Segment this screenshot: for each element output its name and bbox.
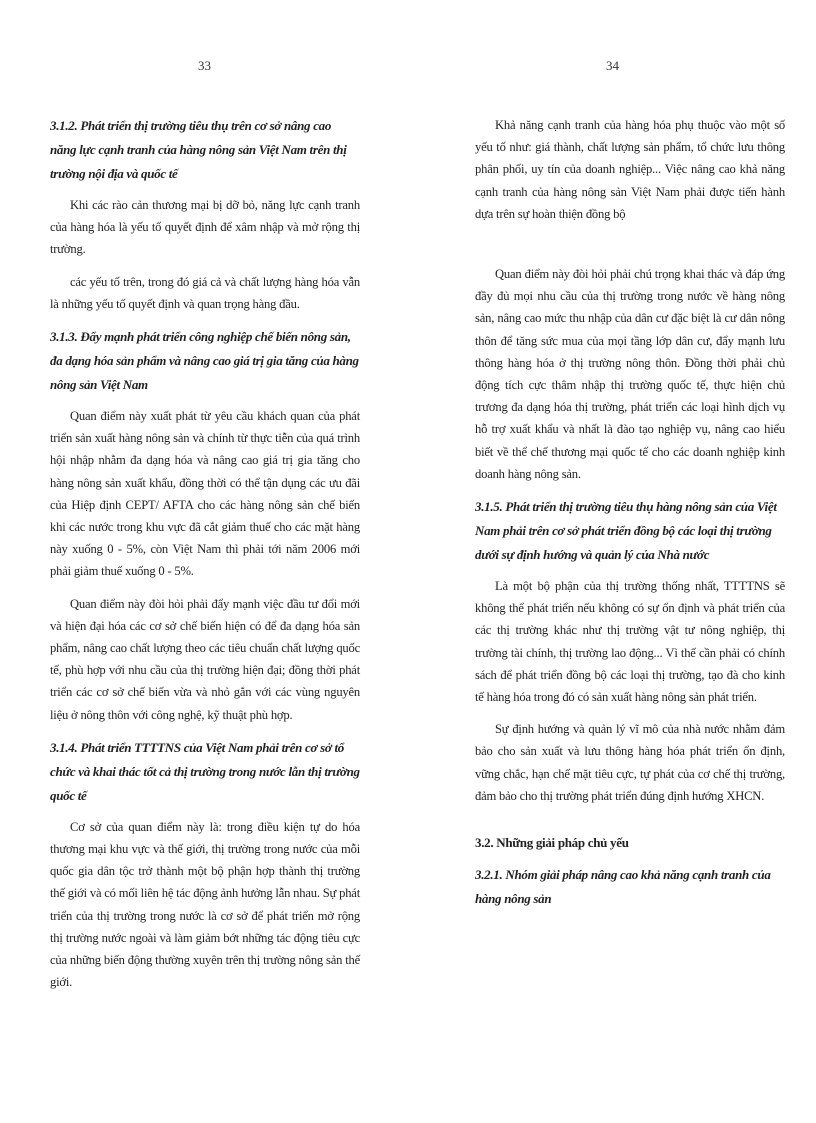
left-column bbox=[50, 114, 360, 1003]
right-column bbox=[475, 114, 785, 919]
paragraph: Quan điểm này đòi hỏi phải đẩy mạnh việc đầu tư đổi mới và hiện đại hóa các cơ sở chế biến hiện có để đa dạng hóa sản phẩm, nâng cao chất lượng theo các tiêu chuẩn chất lượng quốc tế, phù hợp với nhu cầu của thị trường hiện đại; đồng thời phát triển các cơ sở chế biến vừa và nhỏ gắn với các vùng nguyên liệu ở nông thôn với công nghệ, kỹ thuật phù hợp. bbox=[50, 596, 360, 722]
heading-3-1-4: 3.1.4. Phát triển TTTTNS của Việt Nam phải trên cơ sở tổ chức và khai thác tốt cả thị trường trong nước lẫn thị trường quốc tế bbox=[50, 739, 360, 803]
heading-3-1-2: 3.1.2. Phát triển thị trường tiêu thụ trên cơ sở nâng cao năng lực cạnh tranh của hàng nông sản Việt Nam trên thị trường nội địa và quốc tế bbox=[50, 118, 347, 181]
heading-3-2: 3.2. Những giải pháp chủ yếu bbox=[475, 835, 629, 851]
paragraph: Khi các rào cản thương mại bị dỡ bỏ, năng lực cạnh tranh của hàng hóa là yếu tố quyết định để xâm nhập và mở rộng thị trường. bbox=[50, 198, 360, 257]
spacer bbox=[475, 817, 785, 831]
paragraph: Quan điểm này đòi hỏi phải chú trọng khai thác và đáp ứng đầy đủ mọi nhu cầu của thị trường trong nước về hàng nông sản, nâng cao mức thu nhập của dân cư đặc biệt là cư dân nông thôn để tăng sức mua của mọi tầng lớp dân cư, đẩy mạnh lưu thông hàng hóa ở thị trường nông thôn. Đồng thời phải chủ động tích cực thâm nhập thị trường quốc tế, thực hiện chủ trương đa dạng hóa thị trường, phát triển các loại hình dịch vụ hỗ trợ xuất khẩu và nhất là đào tạo nghiệp vụ, nâng cao hiểu biết về thể chế thương mại quốc tế cho các doanh nghiệp kinh doanh hàng nông sản. bbox=[475, 267, 785, 481]
heading-3-1-3: 3.1.3. Đẩy mạnh phát triển công nghiệp chế biến nông sản, đa dạng hóa sản phẩm và nâng cao giá trị gia tăng của hàng nông sản Việt Nam bbox=[50, 329, 359, 393]
paragraph: Quan điểm này xuất phát từ yêu cầu khách quan của phát triển sản xuất hàng nông sản và chính từ thực tiễn của quá trình hội nhập nhằm đa dạng hóa và nâng cao giá trị gia tăng cho hàng nông sản xuất khẩu, đồng thời có thể tận dụng các ưu đãi của Hiệp định CEPT/ AFTA cho các hàng nông sản chế biến khi các nước trong khu vực đã cắt giảm thuế cho các mặt hàng này xuống 0 - 5%, còn Việt Nam thì phải tới năm 2006 mới phải giảm thuế xuống 0 - 5%. bbox=[50, 409, 360, 579]
heading-3-2-1: 3.2.1. Nhóm giải pháp nâng cao khả năng cạnh tranh của hàng nông sản bbox=[475, 867, 771, 907]
paragraph: Cơ sở của quan điểm này là: trong điều kiện tự do hóa thương mại khu vực và thế giới, thị trường trong nước của mỗi quốc gia dân tộc trở thành một bộ phận hợp thành thị trường thế giới và có mối liên hệ tác động ảnh hưởng lẫn nhau. Sự phát triển của thị trường trong nước là cơ sở để phát triển mở rộng thị trường nước ngoài và làm giảm bớt những tác động tiêu cực của những biến động thường xuyên trên thị trường nông sản thế giới. bbox=[50, 819, 360, 990]
paragraph: Khả năng cạnh tranh của hàng hóa phụ thuộc vào một số yếu tố như: giá thành, chất lượng sản phẩm, tổ chức lưu thông phân phối, uy tín của doanh nghiệp... Việc nâng cao khả năng cạnh tranh của hàng nông sản Việt Nam phải được tiến hành dựa trên sự hoàn thiện đồng bộ bbox=[475, 118, 785, 221]
paragraph: Sự định hướng và quản lý vĩ mô của nhà nước nhằm đảm bảo cho sản xuất và lưu thông hàng hóa phát triển ổn định, vững chắc, hạn chế mặt tiêu cực, tự phát của cơ chế thị trường, đảm bảo cho thị trường phát triển đúng định hướng XHCN. bbox=[475, 722, 785, 803]
page-number-right: 34 bbox=[606, 58, 619, 73]
paragraph: Là một bộ phận của thị trường thống nhất, TTTTNS sẽ không thể phát triển nếu không có sự ổn định và phát triển của các thị trường khác như thị trường vật tư nông nghiệp, thị trường tài chính, thị trường lao động... Vì thế cần phải có chính sách để phát triển đồng bộ các loại thị trường, tạo đà cho kinh tế hàng hóa trong đó có sản xuất hàng nông sản phát triển. bbox=[475, 579, 785, 705]
heading-3-1-5: 3.1.5. Phát triển thị trường tiêu thụ hàng nông sản của Việt Nam phải trên cơ sở phát triển đồng bộ các loại thị trường dưới sự định hướng và quản lý của Nhà nước bbox=[475, 499, 777, 563]
spacer bbox=[475, 235, 785, 263]
paragraph: các yếu tố trên, trong đó giá cả và chất lượng hàng hóa vẫn là những yếu tố quyết định và quan trọng hàng đầu. bbox=[50, 274, 360, 311]
page-number-left: 33 bbox=[198, 58, 211, 73]
